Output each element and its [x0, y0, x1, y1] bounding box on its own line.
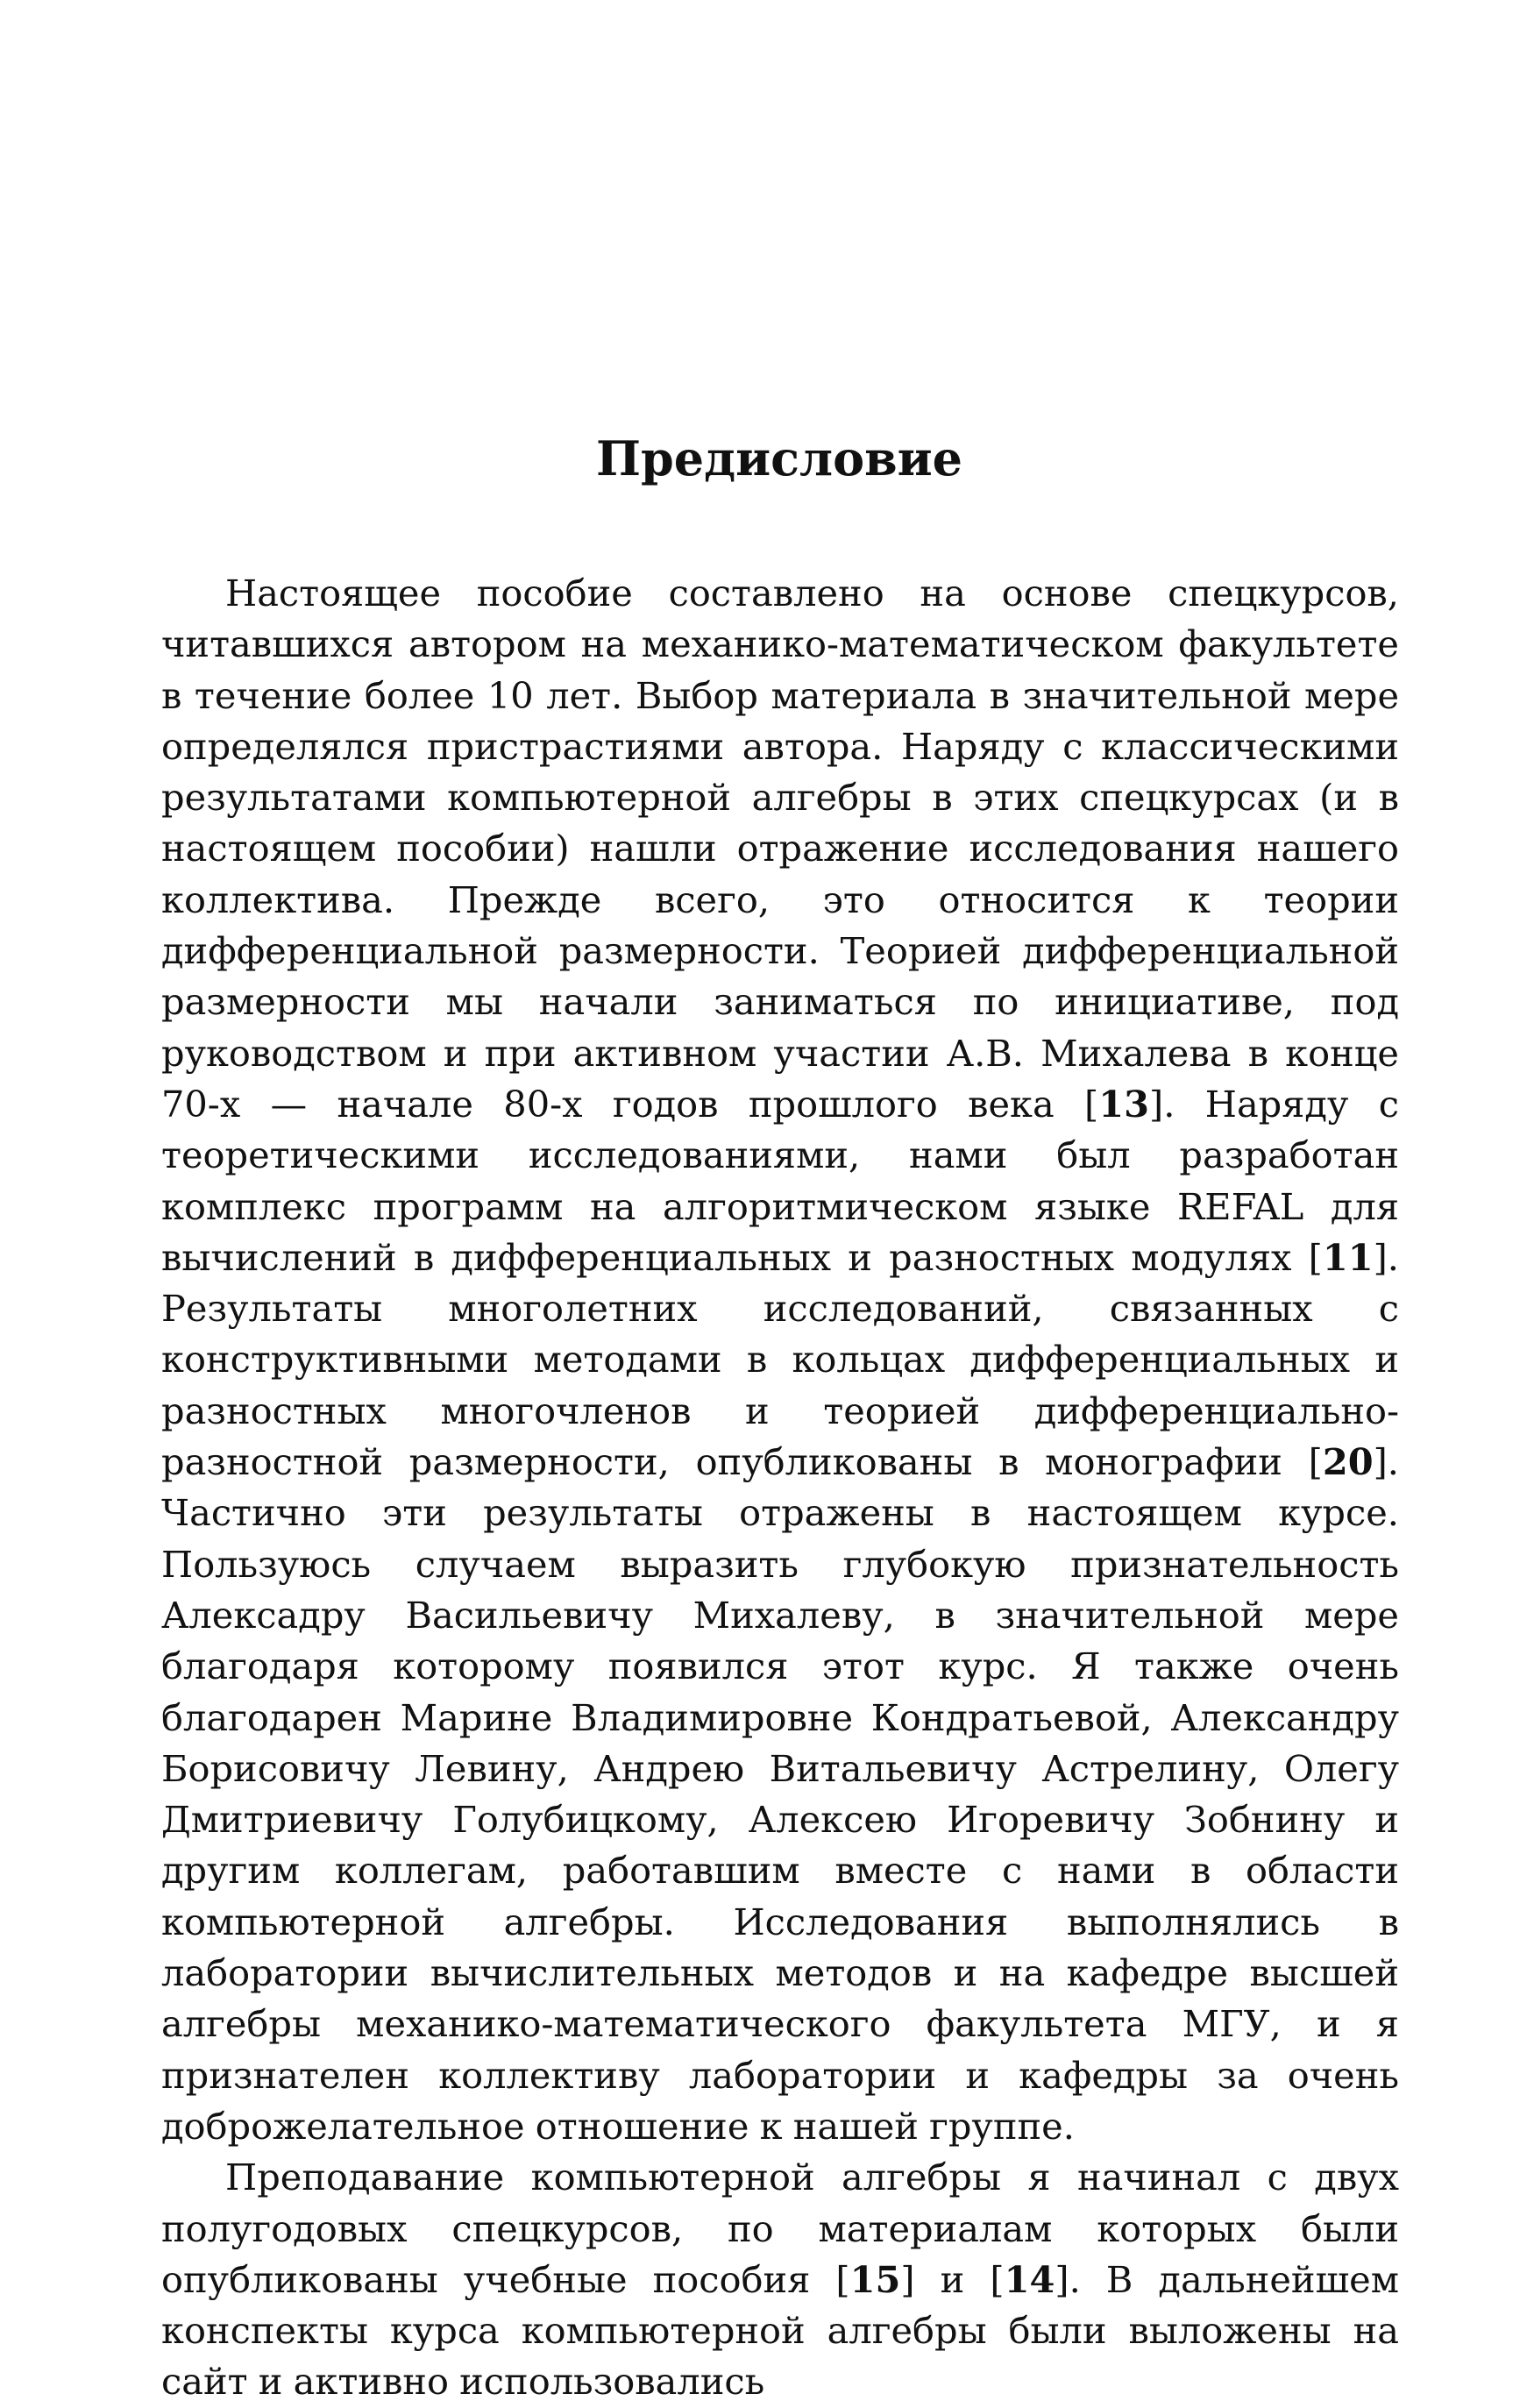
paragraph-2-text-1: Преподавание компьютерной алгебры я начинал с двух полугодовых спецкурсов, по материалам которых были опубликованы учебные пособия [	[161, 2156, 1399, 2301]
citation-20: 20	[1322, 1440, 1374, 1484]
body-text	[161, 568, 1399, 2408]
page-title: Предисловие	[595, 430, 963, 487]
paragraph-2	[161, 2152, 1399, 2407]
paragraph-1-text-3: ]. Результаты многолетних исследований, связанных с конструктивными методами в кольцах дифференциальных и разностных многочленов и теорией дифференциально-разностной размерности, опубликованы в монографии [	[161, 1235, 1399, 1484]
citation-11: 11	[1322, 1235, 1374, 1279]
paragraph-2-text-3: ]. В дальнейшем конспекты курса компьютерной алгебры были выложены на сайт и активно использовались	[161, 2257, 1399, 2404]
paragraph-2-text-2: ] и [	[900, 2257, 1005, 2301]
citation-15: 15	[849, 2257, 901, 2301]
paragraph-1	[161, 568, 1399, 2152]
paragraph-1-text-4: ]. Частично эти результаты отражены в настоящем курсе. Пользуюсь случаем выразить глубокую признательность Алексадру Васильевичу Михалеву, в значительной мере благодаря которому появился этот курс. Я также очень благодарен Марине Владимировне Кондратьевой, Александру Борисовичу Левину, Андрею Витальевичу Астрелину, Олегу Дмитриевичу Голубицкому, Алексею Игоревичу Зобнину и другим коллегам, работавшим вместе с нами в области компьютерной алгебры. Исследования выполнялись в лаборатории вычислительных методов и на кафедре высшей алгебры механико-математического факультета МГУ, и я признателен коллективу лаборатории и кафедры за очень доброжелательное отношение к нашей группе.	[161, 1440, 1399, 2148]
citation-13: 13	[1098, 1082, 1150, 1126]
citation-14: 14	[1004, 2257, 1055, 2301]
paragraph-1-text-2: ]. Наряду с теоретическими исследованиями, нами был разработан комплекс программ на алгоритмическом языке REFAL для вычислений в дифференциальных и разностных модулях [	[161, 1082, 1399, 1279]
paragraph-1-text-1: Настоящее пособие составлено на основе спецкурсов, читавшихся автором на механико-математическом факультете в течение более 10 лет. Выбор материала в значительной мере определялся пристрастиями автора. Наряду с классическими результатами компьютерной алгебры в этих спецкурсах (и в настоящем пособии) нашли отражение исследования нашего коллектива. Прежде всего, это относится к теории дифференциальной размерности. Теорией дифференциальной размерности мы начали заниматься по инициативе, под руководством и при активном участии А.В. Михалева в конце 70-х — начале 80-х годов прошлого века [	[161, 572, 1399, 1126]
